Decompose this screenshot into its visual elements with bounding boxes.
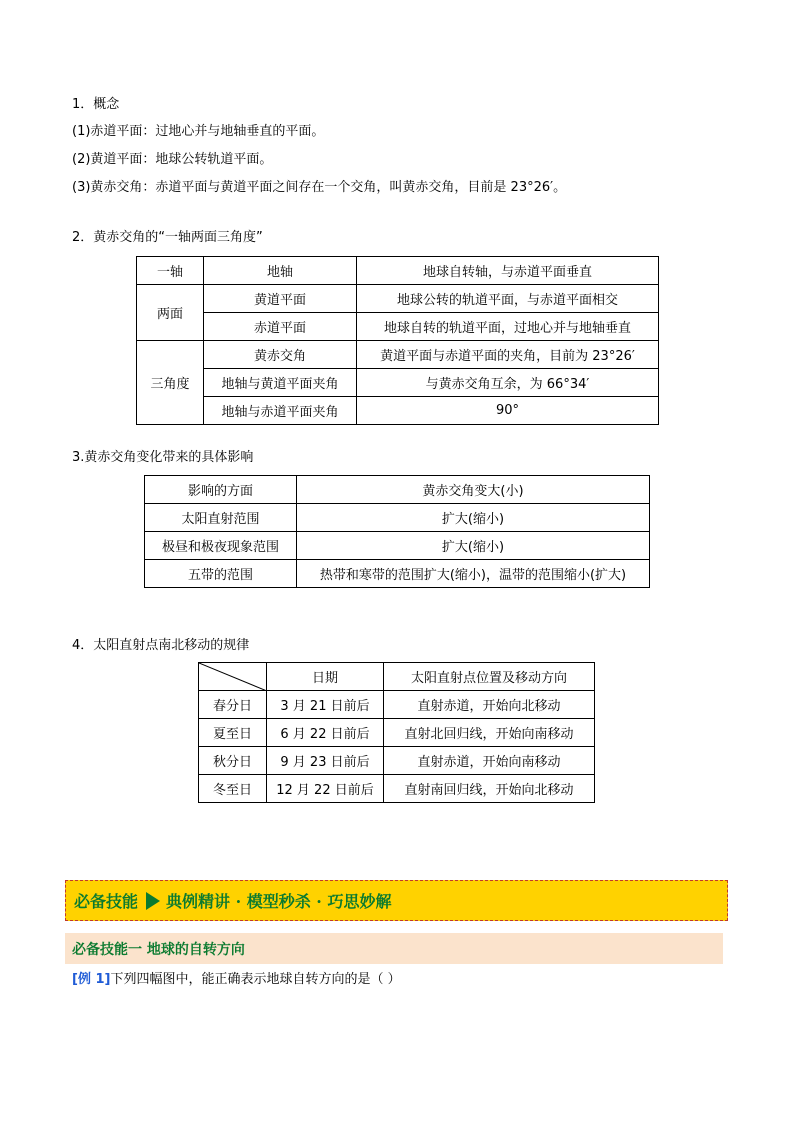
table-header-cell: 影响的方面 <box>145 476 297 504</box>
table-cell: 12 月 22 日前后 <box>267 775 384 803</box>
table-row <box>199 691 595 719</box>
table-cell: 地轴 <box>204 257 357 285</box>
table-cell-group: 一轴 <box>137 257 204 285</box>
table-row <box>199 719 595 747</box>
section2-heading: 2．黄赤交角的“一轴两面三角度” <box>72 230 263 245</box>
table-row <box>137 341 659 369</box>
obliquity-effects-table <box>144 475 650 588</box>
example-tag: [例 1] <box>72 972 111 987</box>
table-cell: 6 月 22 日前后 <box>267 719 384 747</box>
subsolar-point-table <box>198 662 595 803</box>
table-row <box>145 476 650 504</box>
table-cell: 9 月 23 日前后 <box>267 747 384 775</box>
table-header-cell: 黄赤交角变大(小) <box>297 476 650 504</box>
table-cell: 与黄赤交角互余，为 66°34′ <box>357 369 659 397</box>
table-cell: 秋分日 <box>199 747 267 775</box>
concept-item: (2)黄道平面：地球公转轨道平面。 <box>72 152 273 167</box>
example-text: 下列四幅图中，能正确表示地球自转方向的是（ ） <box>110 972 401 987</box>
table-cell: 黄道平面 <box>204 285 357 313</box>
table-row <box>137 397 659 425</box>
table-cell: 地轴与赤道平面夹角 <box>204 397 357 425</box>
table-row <box>145 532 650 560</box>
table-cell: 地球公转的轨道平面，与赤道平面相交 <box>357 285 659 313</box>
right-triangle-icon <box>146 892 160 910</box>
table-cell: 五带的范围 <box>145 560 297 588</box>
table-cell: 冬至日 <box>199 775 267 803</box>
table-cell: 太阳直射范围 <box>145 504 297 532</box>
diagonal-header-cell <box>199 663 267 691</box>
table-cell: 扩大(缩小) <box>297 504 650 532</box>
table-cell-group: 两面 <box>137 285 204 341</box>
table-row <box>199 747 595 775</box>
table-cell: 热带和寒带的范围扩大(缩小)，温带的范围缩小(扩大) <box>297 560 650 588</box>
table-cell: 春分日 <box>199 691 267 719</box>
skill-heading: 必备技能一 地球的自转方向 <box>65 933 723 964</box>
section4-heading: 4．太阳直射点南北移动的规律 <box>72 638 250 653</box>
table-header-cell: 日期 <box>267 663 384 691</box>
banner-right-text: 典例精讲 · 模型秒杀 · 巧思妙解 <box>166 892 392 911</box>
table-row <box>145 560 650 588</box>
table-cell: 地轴与黄道平面夹角 <box>204 369 357 397</box>
table-cell: 直射北回归线，开始向南移动 <box>384 719 595 747</box>
table-cell: 赤道平面 <box>204 313 357 341</box>
table-cell: 直射南回归线，开始向北移动 <box>384 775 595 803</box>
example-question <box>72 968 401 987</box>
table-row <box>137 313 659 341</box>
section3-heading: 3.黄赤交角变化带来的具体影响 <box>72 450 254 465</box>
axis-planes-angles-table <box>136 256 659 425</box>
section1-heading: 1．概念 <box>72 97 120 112</box>
table-cell: 直射赤道，开始向南移动 <box>384 747 595 775</box>
table-row <box>137 369 659 397</box>
table-header-cell: 太阳直射点位置及移动方向 <box>384 663 595 691</box>
table-cell: 极昼和极夜现象范围 <box>145 532 297 560</box>
table-cell: 地球自转的轨道平面，过地心并与地轴垂直 <box>357 313 659 341</box>
skills-banner <box>65 880 728 921</box>
table-row <box>199 663 595 691</box>
concept-item: (3)黄赤交角：赤道平面与黄道平面之间存在一个交角，叫黄赤交角，目前是 23°26′。 <box>72 180 567 195</box>
table-cell: 扩大(缩小) <box>297 532 650 560</box>
table-cell: 地球自转轴，与赤道平面垂直 <box>357 257 659 285</box>
table-cell: 黄赤交角 <box>204 341 357 369</box>
table-row <box>137 257 659 285</box>
table-cell-group: 三角度 <box>137 341 204 425</box>
table-cell: 夏至日 <box>199 719 267 747</box>
table-row <box>145 504 650 532</box>
table-row <box>199 775 595 803</box>
table-cell: 黄道平面与赤道平面的夹角，目前为 23°26′ <box>357 341 659 369</box>
diagonal-line-icon <box>199 663 267 691</box>
table-cell: 90° <box>357 397 659 425</box>
table-cell: 3 月 21 日前后 <box>267 691 384 719</box>
concept-item: (1)赤道平面：过地心并与地轴垂直的平面。 <box>72 124 325 139</box>
table-cell: 直射赤道，开始向北移动 <box>384 691 595 719</box>
table-row <box>137 285 659 313</box>
banner-left-text: 必备技能 <box>74 892 139 911</box>
